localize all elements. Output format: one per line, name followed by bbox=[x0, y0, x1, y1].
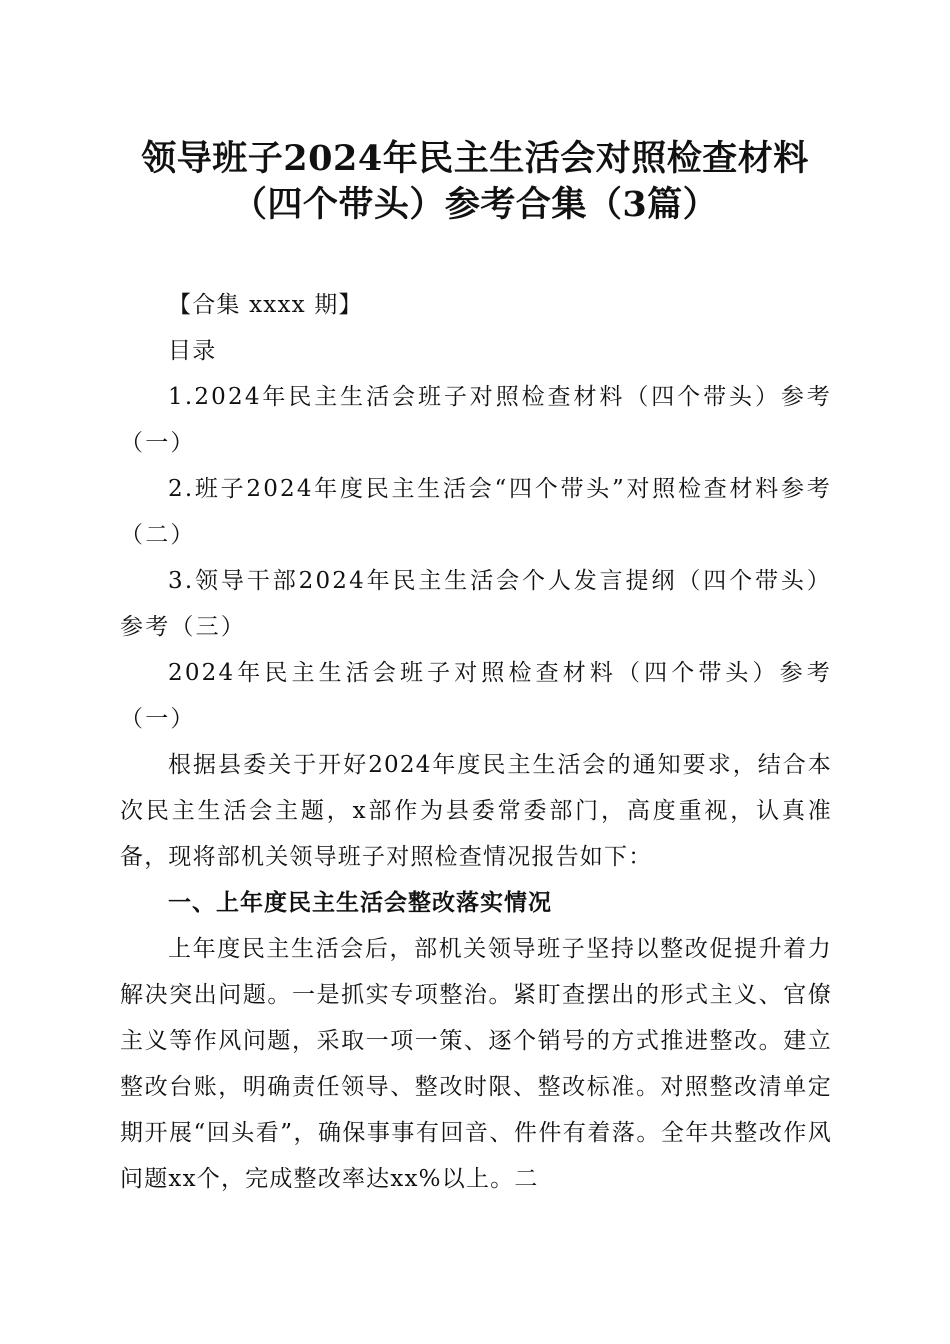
toc-heading: 目录 bbox=[168, 338, 217, 364]
document-title-line-1: 领导班子2024年民主生活会对照检查材料 bbox=[141, 138, 809, 179]
section-paragraph: 上年度民主生活会后，部机关领导班子坚持以整改促提升着力解决突出问题。一是抓实专项整治。紧盯查摆出的形式主义、官僚主义等作风问题，采取一项一策、逐个销号的方式推进整改。建立整改台账，明确责任领导、整改时限、整改标准。对照整改清单定期开展“回头看”，确保事事有回音、件件有着落。全年共整改作风问题xx个，完成整改率达xx%以上。二 bbox=[120, 936, 832, 1192]
toc-item-3: 3.领导干部2024年民主生活会个人发言提纲（四个带头）参考（三） bbox=[120, 568, 832, 640]
toc-item-1: 1.2024年民主生活会班子对照检查材料（四个带头）参考（一） bbox=[120, 384, 832, 456]
document-body bbox=[120, 282, 832, 1202]
section-heading: 一、上年度民主生活会整改落实情况 bbox=[168, 890, 552, 916]
issue-label: 【合集 xxxx 期】 bbox=[168, 292, 363, 318]
document-title-line-2: （四个带头）参考合集（3篇） bbox=[231, 184, 719, 225]
article-title: 2024年民主生活会班子对照检查材料（四个带头）参考（一） bbox=[120, 660, 832, 732]
intro-paragraph: 根据县委关于开好2024年度民主生活会的通知要求，结合本次民主生活会主题，x部作为县委常委部门，高度重视，认真准备，现将部机关领导班子对照检查情况报告如下： bbox=[120, 752, 832, 870]
toc-item-2: 2.班子2024年度民主生活会“四个带头”对照检查材料参考（二） bbox=[120, 476, 832, 548]
